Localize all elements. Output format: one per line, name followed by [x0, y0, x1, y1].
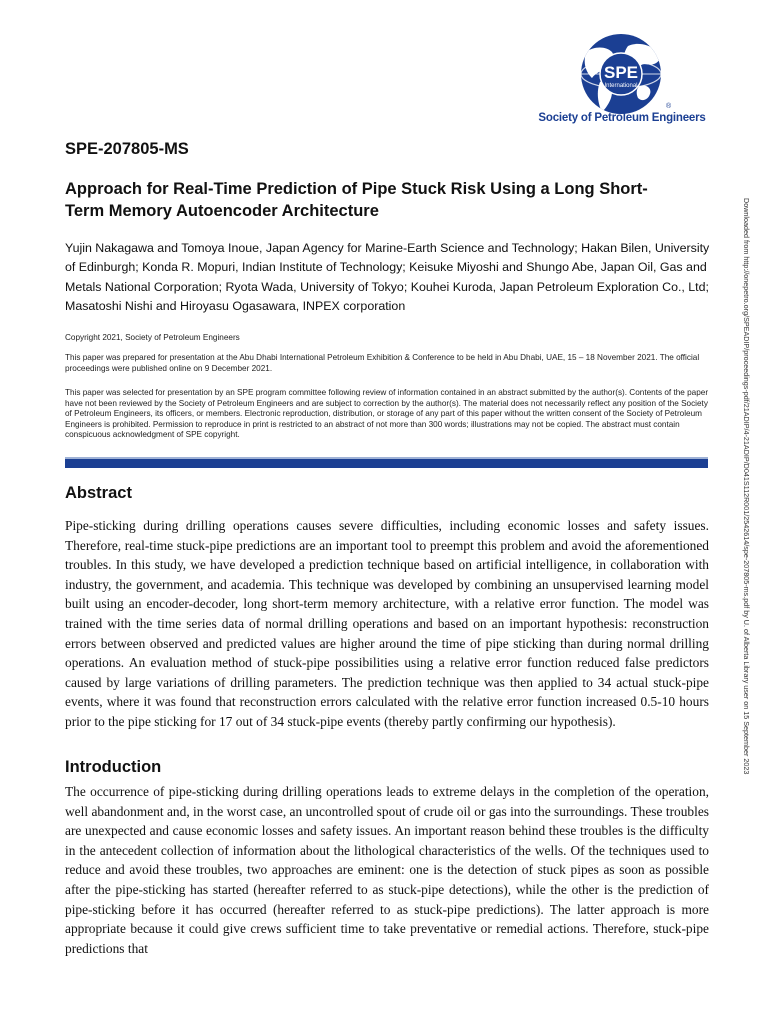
- download-note: Downloaded from http://onepetro.org/SPEADIP/proceedings-pdf/21ADIP/4-21ADIP/D041S112R001/2542614/spe-207805-ms.pdf by U. of Alberta Library user on 15 September 2023: [742, 198, 751, 775]
- logo-name: Society of Petroleum Engineers: [538, 112, 706, 124]
- abstract-heading: Abstract: [65, 484, 132, 502]
- logo-emblem-subtext: International: [604, 83, 638, 89]
- abstract-text: Pipe-sticking during drilling operations causes severe difficulties, including economic losses and safety issues. Therefore, real-time stuck-pipe predictions are an important tool to preempt this problem and avoid the aforementioned troubles. In this study, we have developed a prediction technique based on artificial intelligence, in collaboration with industry, the government, and academia. This technique was developed by combining an unsupervised learning model built using an encoder-decoder, long short-term memory architecture, with a relative error function. The model was trained with the time series data of normal drilling operations and based on an important hypothesis: reconstruction errors between observed and predicted values are higher around the time of pipe sticking than during normal drilling operations. An evaluation method of stuck-pipe possibilities using a relative error function reduced false predictors caused by large variations of drilling parameters. The prediction technique was then applied to 34 actual stuck-pipe events, where it was found that reconstruction errors calculated with the relative error function increased 0.5-10 hours prior to the pipe sticking for 17 out of 34 stuck-pipe events (thereby partly confirming our hypothesis).: [65, 518, 709, 729]
- selection-notice: This paper was selected for presentation by an SPE program committee following review of information contained in an abstract submitted by the author(s). Contents of the paper have not been reviewed by the Society of Petroleum Engineers and are subject to correction by the author(s). The material does not necessarily reflect any position of the Society of Petroleum Engineers, its officers, or members. Electronic reproduction, distribution, or storage of any part of this paper without the written consent of the Society of Petroleum Engineers is prohibited. Permission to reproduce in print is restricted to an abstract of not more than 300 words; illustrations may not be copied. The abstract must contain conspicuous acknowledgment of SPE copyright.: [65, 388, 709, 440]
- section-divider: [65, 457, 708, 468]
- registered-mark: ®: [666, 103, 672, 110]
- copyright-notice: Copyright 2021, Society of Petroleum Engineers: [65, 333, 240, 342]
- author-list: Yujin Nakagawa and Tomoya Inoue, Japan Agency for Marine-Earth Science and Technology; Hakan Bilen, University of Edinburgh; Konda R. Mopuri, Indian Institute of Technology; Keisuke Miyoshi and Shungo Abe, Japan Oil, Gas and Metals National Corporation; Ryota Wada, University of Tokyo; Kouhei Kuroda, Japan Petroleum Exploration Co., Ltd; Masatoshi Nishi and Hiroyasu Ogasawara, INPEX corporation: [65, 241, 710, 314]
- globe-icon: [556, 32, 686, 116]
- paper-title: Approach for Real-Time Prediction of Pipe Stuck Risk Using a Long Short-Term Memory Autoencoder Architecture: [65, 180, 648, 220]
- logo-emblem-text: SPE: [603, 63, 639, 82]
- introduction-text: The occurrence of pipe-sticking during drilling operations leads to extreme delays in the completion of the operation, well abandonment and, in the worst case, an uncontrolled spout of crude oil or gas into the surroundings. These troubles are unexpected and cause economic losses and safety issues. An important reason behind these troubles is the difficulty in the antecedent collection of information about the lithological characteristics of the wells. Of the techniques used to reduce and avoid these troubles, two approaches are eminent: one is the detection of stuck pipes as soon as possible after the pipe-sticking has started (hereafter referred to as stuck-pipe detections), while the other is the prediction of pipe-sticking before it has occurred (hereafter referred to as stuck-pipe predictions). The latter approach is more appropriate because it could give crews sufficient time to take preventative or remedial actions. Therefore, stuck-pipe predictions that: [65, 784, 709, 956]
- introduction-heading: Introduction: [65, 758, 162, 776]
- prepared-notice: This paper was prepared for presentation at the Abu Dhabi International Petroleum Exhibition & Conference to be held in Abu Dhabi, UAE, 15 – 18 November 2021. The official proceedings were published online on 9 December 2021.: [65, 353, 700, 373]
- paper-id: SPE-207805-MS: [65, 140, 189, 158]
- spe-logo: [538, 32, 706, 126]
